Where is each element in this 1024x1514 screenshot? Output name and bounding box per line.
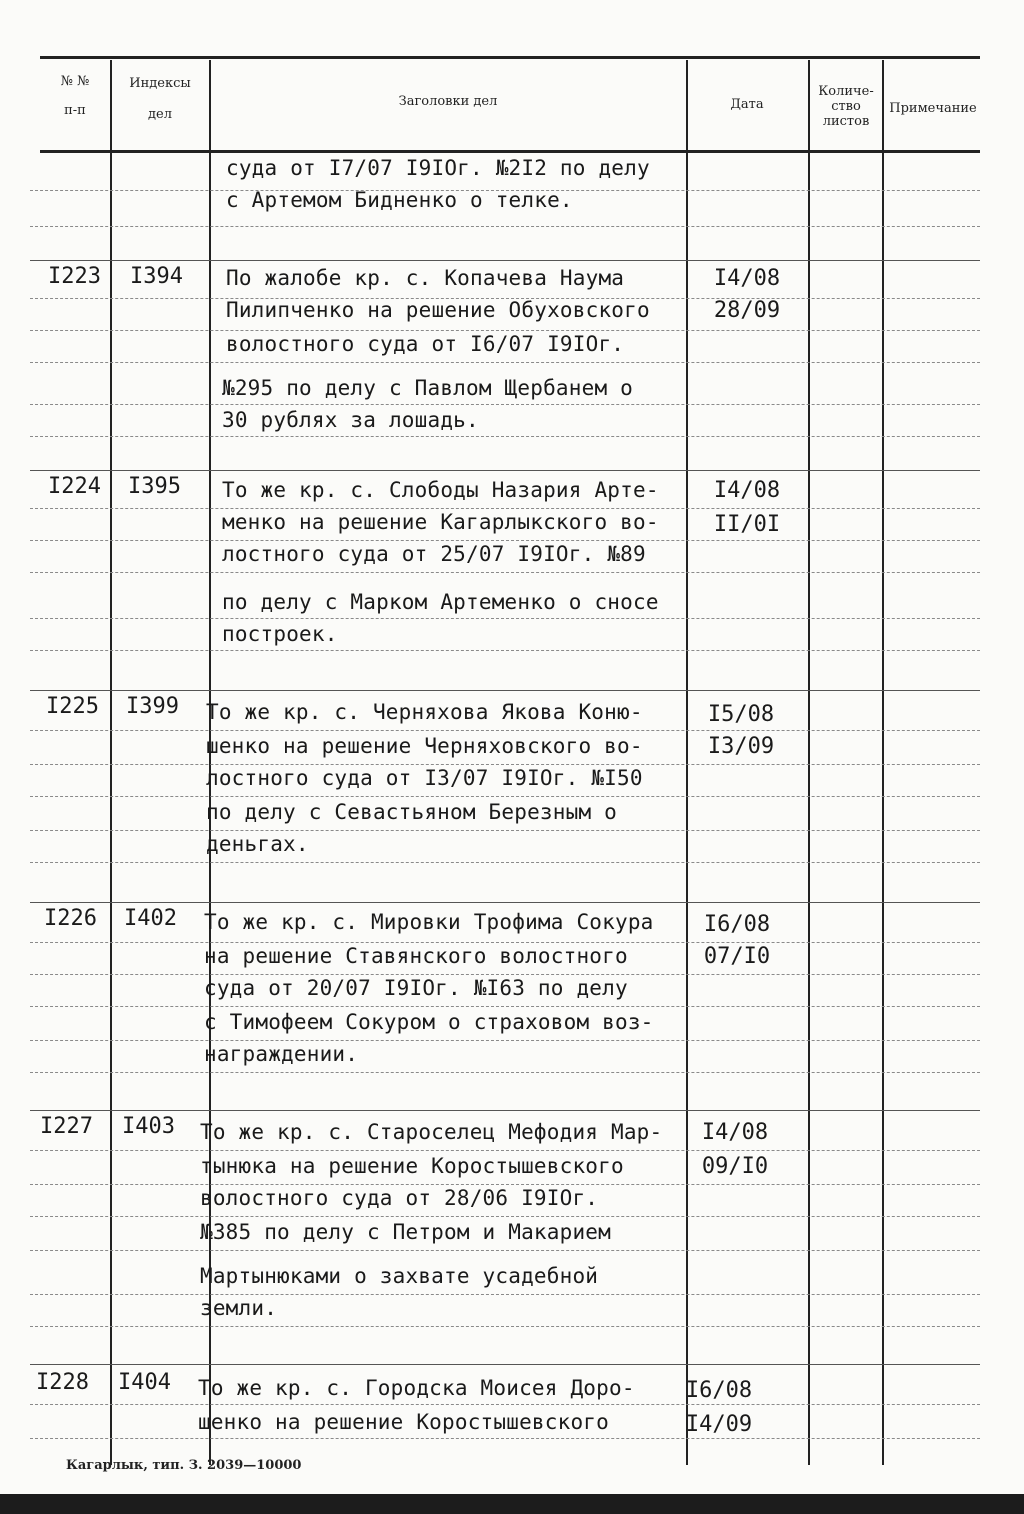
- entry-title-line: суда от 20/07 I9IOг. №I63 по делу: [204, 976, 628, 1000]
- entry-index: I403: [122, 1114, 175, 1139]
- rule: [30, 508, 980, 509]
- column-divider-3: [686, 60, 688, 1465]
- rule: [30, 260, 980, 261]
- entry-index: I394: [130, 264, 183, 289]
- rule: [30, 1326, 980, 1327]
- entry-title-line: волостного суда от 28/06 I9IOг.: [200, 1186, 599, 1210]
- rule: [30, 690, 980, 691]
- header-num-line2: п-п: [64, 103, 86, 118]
- header-index-line2: дел: [148, 107, 172, 122]
- rule: [30, 862, 980, 863]
- header-num: [40, 74, 110, 118]
- rule: [30, 1184, 980, 1185]
- entry-index: I399: [126, 694, 179, 719]
- entry-title-line: То же кр. с. Мировки Трофима Сокура: [204, 910, 654, 934]
- header-num-line1: № №: [60, 74, 90, 89]
- entry-title-line: То же кр. с. Староселец Мефодия Мар-: [200, 1120, 663, 1144]
- entry-date-received: I4/08: [713, 266, 781, 291]
- header-sheets-line1: Количе-: [818, 84, 874, 99]
- rule: [30, 226, 980, 227]
- entry-index: I395: [128, 474, 181, 499]
- entry-number: I223: [48, 264, 101, 289]
- rule: [30, 618, 980, 619]
- entry-title-line: №385 по делу с Петром и Макарием: [200, 1220, 611, 1244]
- rule: [30, 1294, 980, 1295]
- entry-title-line: Пилипченко на решение Обуховского: [226, 298, 650, 322]
- column-divider-2: [209, 60, 211, 1465]
- entry-title-line: лостного суда от I3/07 I9IOг. №I50: [206, 766, 643, 790]
- rule: [30, 1150, 980, 1151]
- entry-title-line: по делу с Марком Артеменко о сносе: [222, 590, 659, 614]
- header-sheets-line3: листов: [822, 114, 870, 129]
- entry-date-returned: 28/09: [713, 298, 781, 323]
- entry-title-line: с Тимофеем Сокуром о страховом воз-: [204, 1010, 654, 1034]
- column-divider-4: [808, 60, 810, 1465]
- entry-index: I404: [118, 1370, 171, 1395]
- entry-number: I227: [40, 1114, 93, 1139]
- entry-title-line: по делу с Севастьяном Березным о: [206, 800, 617, 824]
- rule: [30, 1072, 980, 1073]
- rule: [30, 764, 980, 765]
- rule: [30, 1404, 980, 1405]
- entry-title-line: №295 по делу с Павлом Щербанем о: [222, 376, 633, 400]
- entry-title-line: шенко на решение Черняховского во-: [206, 734, 643, 758]
- entry-date-received: I5/08: [707, 702, 775, 727]
- entry-number: I228: [36, 1370, 89, 1395]
- entry-title-line: построек.: [222, 622, 338, 646]
- header-note: Примечание: [889, 101, 977, 116]
- rule: [30, 1364, 980, 1365]
- entry-title-line: с Артемом Бидненко о телке.: [226, 188, 573, 212]
- rule: [30, 362, 980, 363]
- entry-date-received: I4/08: [713, 478, 781, 503]
- rule: [30, 1110, 980, 1111]
- rule: [30, 796, 980, 797]
- entry-date-returned: II/0I: [713, 512, 781, 537]
- header-title: Заголовки дел: [398, 94, 498, 109]
- header-sheets-line2: ство: [831, 99, 861, 114]
- rule: [30, 1438, 980, 1439]
- entry-number: I225: [46, 694, 99, 719]
- entry-number: I226: [44, 906, 97, 931]
- entry-date-returned: 09/I0: [701, 1154, 769, 1179]
- entry-date-returned: I3/09: [707, 734, 775, 759]
- rule: [30, 902, 980, 903]
- header-index: [112, 76, 208, 122]
- rule: [30, 572, 980, 573]
- entry-date-returned: 07/I0: [703, 944, 771, 969]
- rule: [30, 1216, 980, 1217]
- column-divider-5: [882, 60, 884, 1465]
- header-index-line1: Индексы: [129, 76, 191, 91]
- rule: [30, 942, 980, 943]
- scan-edge: [0, 1494, 1024, 1514]
- rule: [30, 436, 980, 437]
- entry-title-line: менко на решение Кагарлыкского во-: [222, 510, 659, 534]
- entry-title-line: земли.: [200, 1296, 278, 1320]
- entry-date-received: I4/08: [701, 1120, 769, 1145]
- rule: [30, 974, 980, 975]
- entry-title-line: деньгах.: [206, 832, 309, 856]
- entry-title-line: волостного суда от I6/07 I9IOг.: [226, 332, 625, 356]
- entry-title-line: По жалобе кр. с. Копачева Наума: [226, 266, 625, 290]
- entry-title-line: награждении.: [204, 1042, 359, 1066]
- entry-title-line: суда от I7/07 I9IOг. №2I2 по делу: [226, 156, 650, 180]
- rule: [30, 330, 980, 331]
- rule: [30, 1250, 980, 1251]
- entry-title-line: на решение Ставянского волостного: [204, 944, 628, 968]
- rule: [30, 1040, 980, 1041]
- entry-number: I224: [48, 474, 101, 499]
- entry-title-line: То же кр. с. Слободы Назария Арте-: [222, 478, 659, 502]
- entry-date-returned: I4/09: [685, 1412, 753, 1437]
- entry-title-line: То же кр. с. Черняхова Якова Коню-: [206, 700, 643, 724]
- entry-title-line: шенко на решение Коростышевского: [198, 1410, 609, 1434]
- entry-title-line: Мартынюками о захвате усадебной: [200, 1264, 599, 1288]
- entry-index: I402: [124, 906, 177, 931]
- header-top-rule: [40, 56, 980, 59]
- entry-date-received: I6/08: [685, 1378, 753, 1403]
- rule: [30, 404, 980, 405]
- rule: [30, 1006, 980, 1007]
- entry-title-line: тынюка на решение Коростышевского: [200, 1154, 624, 1178]
- header-bottom-rule: [40, 150, 980, 153]
- entry-title-line: То же кр. с. Городска Моисея Доро-: [198, 1376, 635, 1400]
- rule: [30, 470, 980, 471]
- rule: [30, 830, 980, 831]
- header-date: Дата: [730, 97, 764, 112]
- header-sheets: [810, 84, 882, 129]
- rule: [30, 540, 980, 541]
- entry-title-line: 30 рублях за лошадь.: [222, 408, 479, 432]
- rule: [30, 650, 980, 651]
- entry-title-line: лостного суда от 25/07 I9IOг. №89: [222, 542, 646, 566]
- column-divider-1: [110, 60, 112, 1465]
- printer-imprint: Кагарлык, тип. З. 2039—10000: [66, 1458, 302, 1473]
- entry-date-received: I6/08: [703, 912, 771, 937]
- rule: [30, 730, 980, 731]
